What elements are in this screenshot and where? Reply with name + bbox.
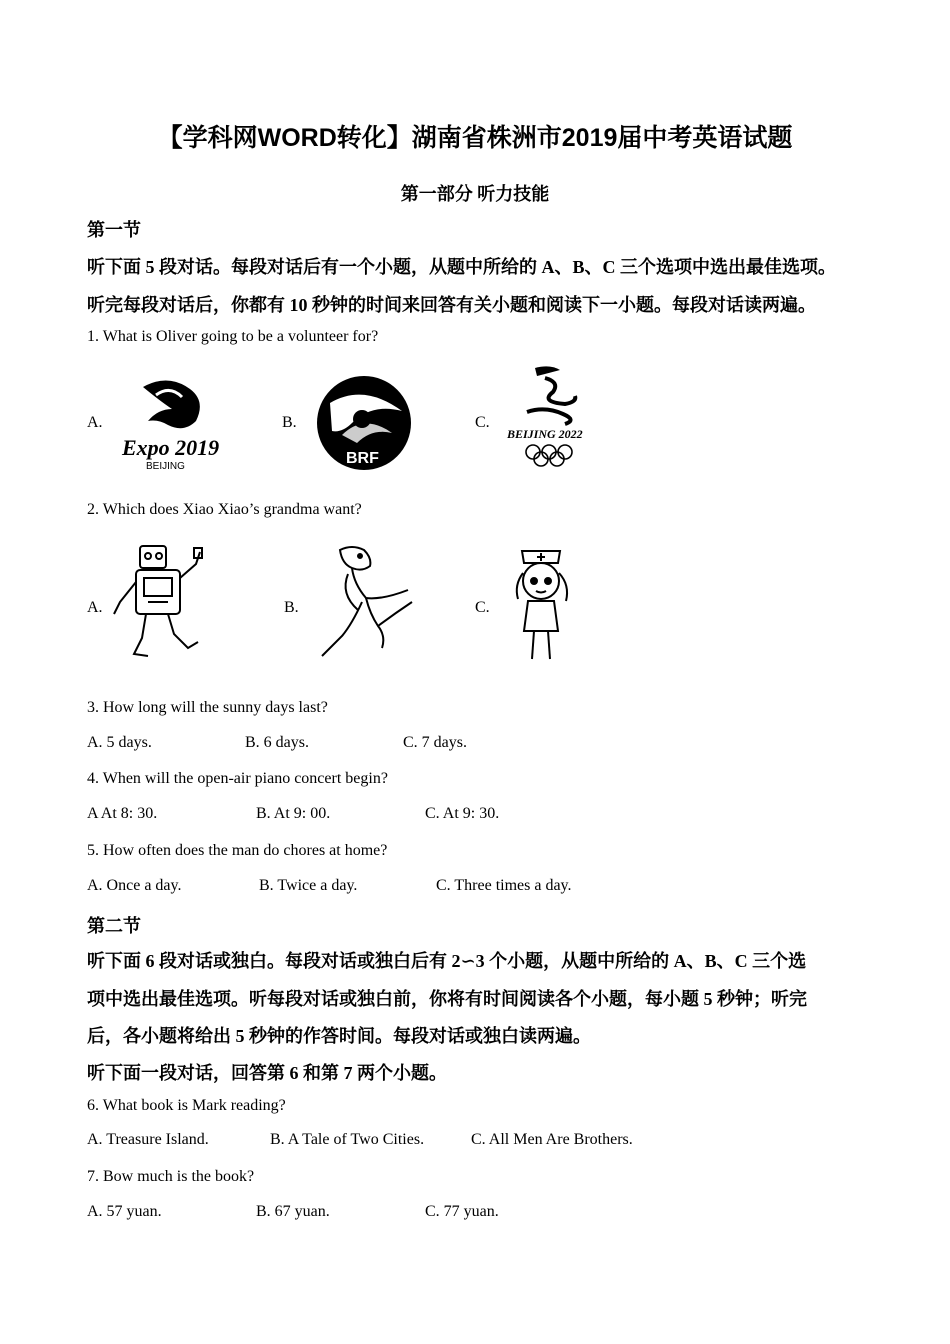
question-6: 6. What book is Mark reading?: [87, 1097, 286, 1114]
option-b: B. A Tale of Two Cities.: [270, 1131, 425, 1148]
svg-text:BEIJING 2022: BEIJING 2022: [507, 427, 583, 441]
option-label: C.: [475, 414, 490, 431]
svg-text:BRF: BRF: [346, 450, 379, 467]
option-label: B.: [282, 414, 297, 431]
option-c: C. 77 yuan.: [425, 1203, 499, 1220]
option-label: A.: [87, 599, 103, 616]
question-5: 5. How often does the man do chores at home?: [87, 842, 388, 859]
option-c: C. Three times a day.: [436, 877, 572, 894]
section-instructions: 听完每段对话后，你都有 10 秒钟的时间来回答有关小题和阅读下一小题。每段对话读两遍。: [87, 295, 816, 315]
section-instructions: 项中选出最佳选项。听每段对话或独白前，你将有时间阅读各个小题，每小题 5 秒钟；听完: [87, 989, 807, 1009]
option-c: C. At 9: 30.: [425, 805, 500, 822]
section-instructions: 后，各小题将给出 5 秒钟的作答时间。每段对话或独白读两遍。: [87, 1026, 591, 1046]
part-heading: 第一部分 听力技能: [400, 184, 550, 204]
question-1: 1. What is Oliver going to be a volunteer for?: [87, 328, 379, 345]
option-b: B. 6 days.: [245, 734, 309, 751]
option-b: B. 67 yuan.: [256, 1203, 330, 1220]
nurse-illustration: [504, 545, 578, 663]
option-a: A. 57 yuan.: [87, 1203, 162, 1220]
option-a: A. Once a day.: [87, 877, 182, 894]
option-a: A. Treasure Island.: [87, 1131, 209, 1148]
brf-logo: [312, 373, 416, 473]
option-b: B. At 9: 00.: [256, 805, 331, 822]
dialogue-instructions: 听下面一段对话，回答第 6 和第 7 两个小题。: [87, 1063, 447, 1083]
section-instructions: 听下面 5 段对话。每段对话后有一个小题，从题中所给的 A、B、C 三个选项中选出最佳选项。: [87, 257, 836, 277]
question-3: 3. How long will the sunny days last?: [87, 699, 328, 716]
option-label: C.: [475, 599, 490, 616]
question-2: 2. Which does Xiao Xiao’s grandma want?: [87, 501, 362, 518]
section-heading: 第二节: [87, 916, 141, 936]
section-heading: 第一节: [87, 220, 141, 240]
option-a: A. 5 days.: [87, 734, 152, 751]
svg-text:Expo 2019: Expo 2019: [122, 435, 220, 460]
question-7: 7. Bow much is the book?: [87, 1168, 255, 1185]
svg-text:BEIJING: BEIJING: [146, 461, 185, 472]
beijing-2022-logo: [505, 362, 609, 474]
option-a: A At 8: 30.: [87, 805, 158, 822]
option-label: B.: [284, 599, 299, 616]
page-title: 【学科网WORD转化】湖南省株洲市2019届中考英语试题: [157, 124, 793, 152]
option-c: C. All Men Are Brothers.: [471, 1131, 633, 1148]
option-c: C. 7 days.: [403, 734, 467, 751]
section-instructions: 听下面 6 段对话或独白。每段对话或独白后有 2∽3 个小题，从题中所给的 A、B、C 三个选: [87, 951, 807, 971]
expo-2019-logo: [118, 375, 226, 475]
option-b: B. Twice a day.: [259, 877, 358, 894]
dog-illustration: [312, 544, 416, 662]
robot-illustration: [108, 542, 208, 660]
question-4: 4. When will the open-air piano concert begin?: [87, 770, 388, 787]
option-label: A.: [87, 414, 103, 431]
